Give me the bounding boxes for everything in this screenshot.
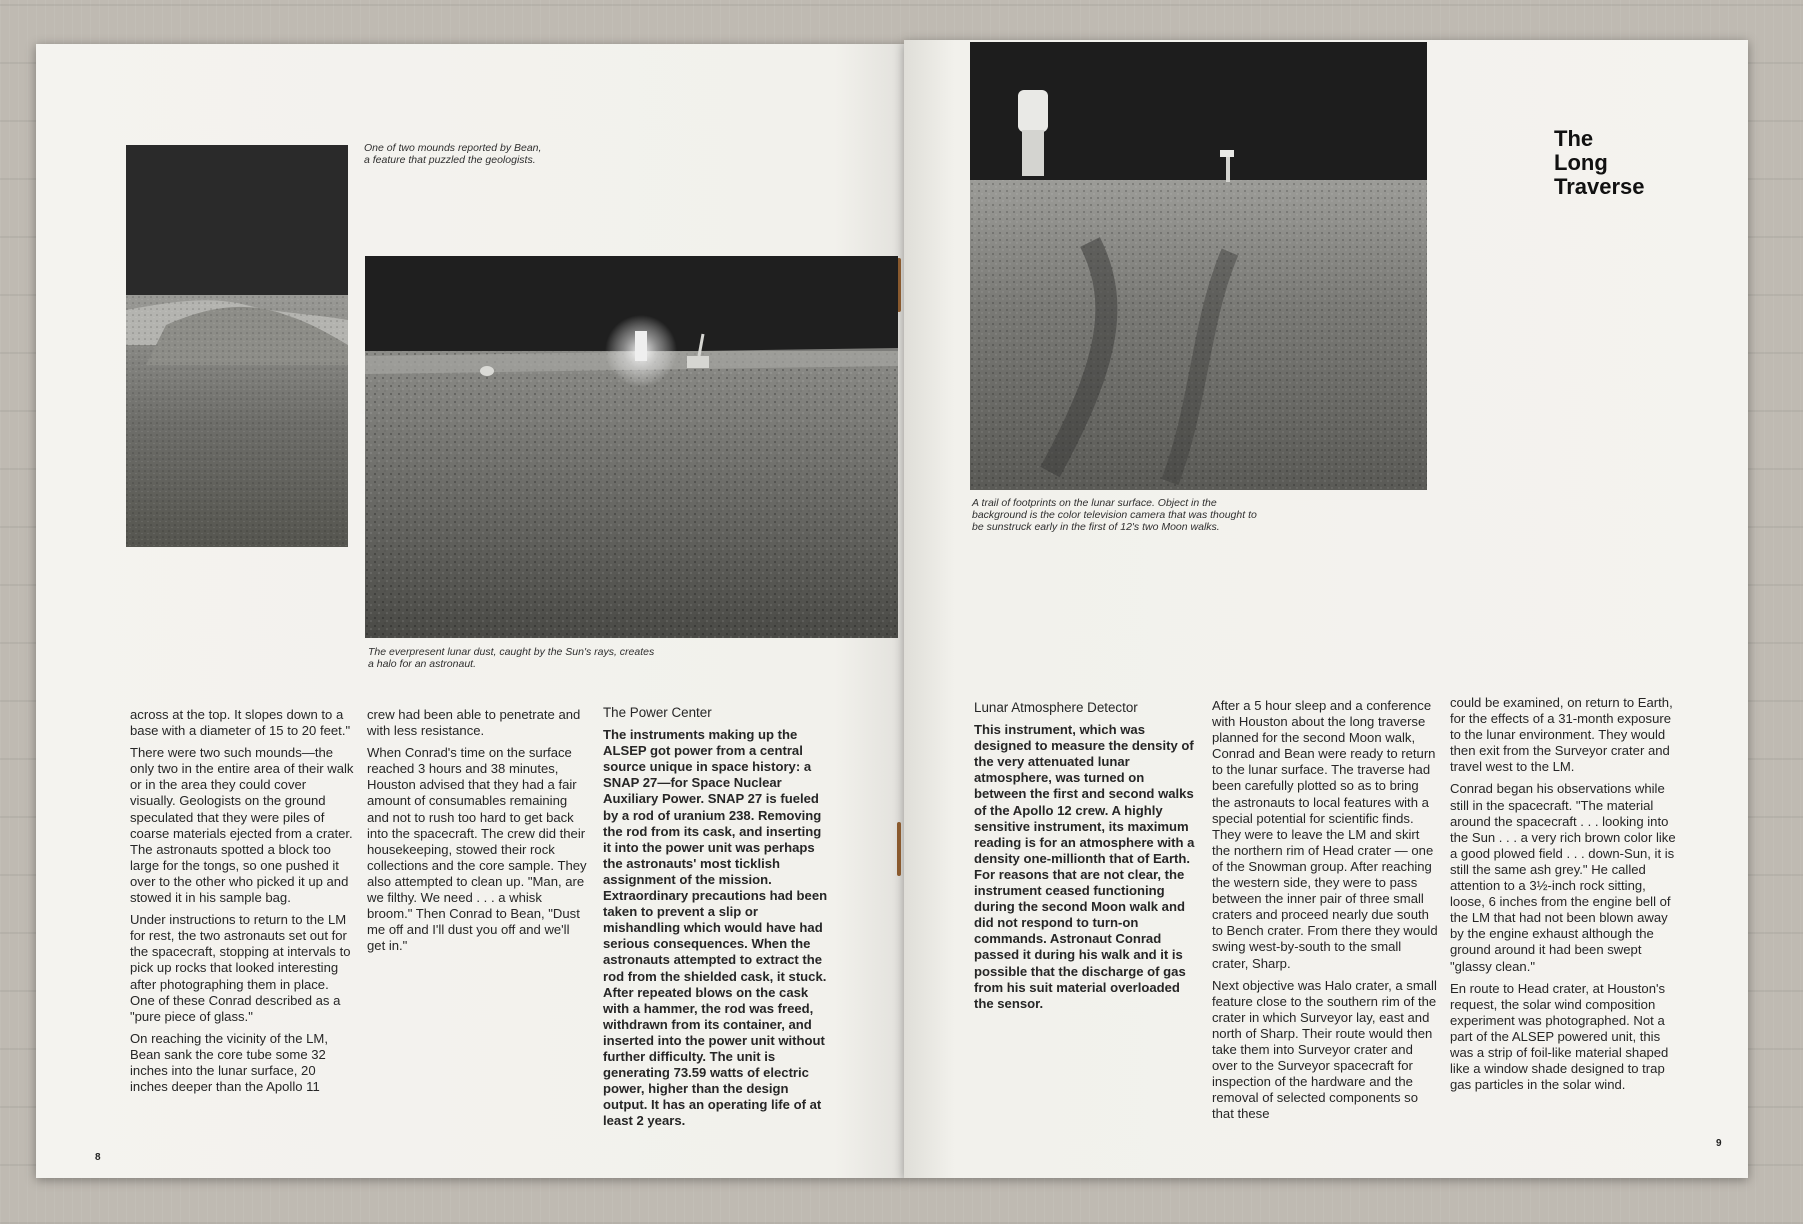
col5-paragraph-2: Next objective was Halo crater, a small feature close to the southern rim of the crater in which Surveyor lay, east and north of Sharp. Their route would then take them into Surveyor crater and over to the Surveyor spacecraft for inspection of the hardware and the removal of selected components so that these — [1212, 977, 1437, 1122]
col1-paragraph-1: across at the top. It slopes down to a base with a diameter of 15 to 20 feet." — [130, 707, 351, 739]
footprints-caption-line-1: A trail of footprints on the lunar surface. Object in the — [972, 497, 1217, 509]
halo-caption-line-2: a halo for an astronaut. — [368, 658, 476, 670]
right-page-number: 9 — [1716, 1138, 1722, 1149]
col1-paragraph-4: On reaching the vicinity of the LM, Bean sank the core tube some 32 inches into the lunar surface, 20 inches deeper than the Apollo 11 — [130, 1030, 328, 1095]
footprints-photo — [970, 42, 1427, 490]
mound-caption-line-2: a feature that puzzled the geologists. — [364, 154, 536, 166]
halo-caption-line-1: The everpresent lunar dust, caught by the Sun's rays, creates — [368, 646, 655, 658]
mound-caption-line-1: One of two mounds reported by Bean, — [364, 142, 542, 154]
footprints-caption — [972, 497, 1352, 533]
col6-paragraph-2: Conrad began his observations while still in the spacecraft. "The material around the spacecraft . . . looking into the Sun . . . a very rich brown color like a good plowed field . . . down-Sun, it is still the same ash grey." He called attention to a 3½-inch rock sitting, loose, 6 inches from the engine bell of the LM that had not been blown away by the engine exhaust although the ground around it had been swept "glassy clean." — [1450, 781, 1676, 974]
col4-paragraph-2: For reasons that are not clear, the instrument ceased functioning during the second Moon walk and did not respond to turn-on commands. Astronaut Conrad passed it during his walk and it is possible that the discharge of gas from his suit material overloaded the sensor. — [974, 866, 1186, 1011]
col2-paragraph-1: crew had been able to penetrate and with less resistance. — [367, 707, 581, 739]
atmosphere-detector-heading: Lunar Atmosphere Detector — [974, 700, 1138, 715]
col2-paragraph-2: When Conrad's time on the surface reached 3 hours and 38 minutes, Houston advised that they had a fair amount of consumables remaining and not to rush too hard to get back into the spacecraft. The crew did their housekeeping, stowed their rock collections and the core sample. They also attempted to clean up. "Man, are we filthy. We need . . . a whisk broom." Then Conrad to Bean, "Dust me off and I'll dust you off and we'll get in." — [367, 745, 587, 954]
footprints-caption-line-2: background is the color television camera that was thought to — [972, 509, 1257, 521]
mound-photo — [126, 145, 348, 547]
halo-caption — [368, 646, 688, 670]
text-column-4 — [974, 700, 1199, 1018]
mound-photo-image — [126, 145, 348, 547]
halo-photo-image — [365, 256, 898, 638]
title-line-2: Long — [1554, 150, 1608, 175]
footprints-photo-image — [970, 42, 1427, 490]
text-column-1 — [130, 707, 355, 1101]
text-column-3 — [603, 705, 828, 1135]
text-column-6 — [1450, 695, 1678, 1099]
col6-paragraph-3: En route to Head crater, at Houston's request, the solar wind composition experiment was photographed. Not a part of the ALSEP powered unit, this was a strip of foil-like material shaped like a window shade designed to trap gas particles in the solar wind. — [1450, 980, 1669, 1093]
halo-photo — [365, 256, 898, 638]
mound-caption — [364, 142, 614, 166]
title-line-1: The — [1554, 126, 1594, 151]
col3-paragraph-1: The instruments making up the ALSEP got power from a central source unique in space history: a SNAP 27—for Space Nuclear Auxiliary Power. SNAP 27 is fueled by a rod of uranium 238. Removing the rod from its cask, and inserting it into the power unit was perhaps the astronauts' most ticklish assignment of the mission. Extraordinary precautions had been taken to prevent a slip or mishandling which would have had serious consequences. When the astronauts attempted to extract the rod from the shielded cask, it stuck. After repeated blows on the cask with a hammer, the rod was freed, withdrawn from its container, and inserted into the power unit without further difficulty. The unit is generating 73.59 watts of electric power, higher than the design output. It has an operating life of at least 2 years. — [603, 727, 828, 1129]
col6-paragraph-1: could be examined, on return to Earth, for the effects of a 31-month exposure to the lunar environment. They would then exit from the Surveyor crater and travel west to the LM. — [1450, 695, 1673, 775]
text-column-5 — [1212, 698, 1440, 1128]
col1-paragraph-2: There were two such mounds—the only two in the entire area of their walk or in the area they could cover visually. Geologists on the ground speculated that they were piles of coarse materials ejected from a crater. The astronauts spotted a block too large for the tongs, so one pushed it over to the other who picked it up and stowed it in his sample bag. — [130, 745, 354, 906]
power-center-heading: The Power Center — [603, 705, 712, 720]
col1-paragraph-3: Under instructions to return to the LM for rest, the two astronauts set out for the spacecraft, stopping at intervals to pick up rocks that looked interesting after photographing them in place. One of these Conrad described as a "pure piece of glass." — [130, 912, 351, 1024]
footprints-caption-line-3: be sunstruck early in the first of 12's two Moon walks. — [972, 521, 1220, 533]
title-line-3: Traverse — [1554, 174, 1645, 199]
col4-paragraph-1: This instrument, which was designed to measure the density of the very attenuated lunar atmosphere, was turned on between the first and second walks of the Apollo 12 crew. A highly sensitive instrument, its maximum reading is for an atmosphere with a density one-millionth that of Earth. — [974, 722, 1195, 866]
col5-paragraph-1: After a 5 hour sleep and a conference with Houston about the long traverse planned for the second Moon walk, Conrad and Bean were ready to return to the lunar surface. The traverse had been carefully plotted so as to bring the astronauts to local features with a special potential for scientific finds. They were to leave the LM and skirt the northern rim of Head crater — one of the Snowman group. After reaching the western side, they were to pass between the inner pair of three small craters and proceed nearly due south to Bench crater. From there they would swing west-by-south to the small crater, Sharp. — [1212, 698, 1438, 971]
text-column-2 — [367, 707, 587, 960]
left-page-number: 8 — [95, 1152, 101, 1163]
staple-bottom — [897, 822, 901, 876]
page-title — [1554, 127, 1645, 199]
